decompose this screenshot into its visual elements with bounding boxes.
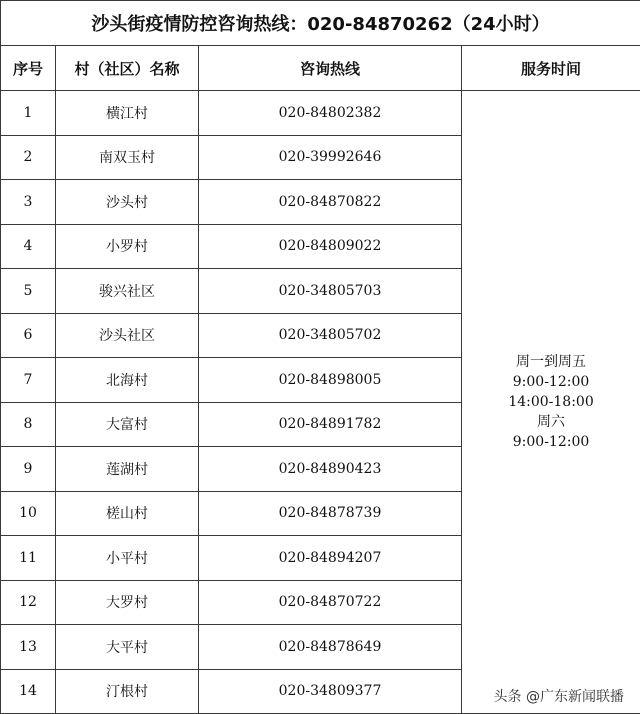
row-community-name: 小罗村 bbox=[56, 224, 199, 269]
row-index: 7 bbox=[1, 358, 56, 403]
row-community-name: 汀根村 bbox=[56, 669, 199, 714]
service-hours-line: 9:00-12:00 bbox=[512, 434, 590, 450]
row-phone: 020-84809022 bbox=[199, 224, 462, 269]
row-community-name: 大平村 bbox=[56, 625, 199, 670]
row-phone: 020-84891782 bbox=[199, 402, 462, 447]
row-phone: 020-34805702 bbox=[199, 313, 462, 358]
row-community-name: 横江村 bbox=[56, 91, 199, 136]
row-community-name: 北海村 bbox=[56, 358, 199, 403]
header-phone: 咨询热线 bbox=[199, 46, 462, 91]
service-hours-line: 周六 bbox=[537, 414, 566, 430]
table-title: 沙头街疫情防控咨询热线：020-84870262（24小时） bbox=[1, 1, 640, 46]
row-phone: 020-84898005 bbox=[199, 358, 462, 403]
service-hours-line: 9:00-12:00 bbox=[512, 374, 590, 390]
row-index: 14 bbox=[1, 669, 56, 714]
row-phone: 020-34809377 bbox=[199, 669, 462, 714]
header-index: 序号 bbox=[1, 46, 56, 91]
row-index: 5 bbox=[1, 269, 56, 314]
service-hours-line: 14:00-18:00 bbox=[508, 394, 594, 410]
header-hours: 服务时间 bbox=[462, 46, 640, 91]
watermark: 头条 @广东新闻联播 bbox=[493, 689, 624, 705]
header-name: 村（社区）名称 bbox=[56, 46, 199, 91]
row-index: 11 bbox=[1, 536, 56, 581]
row-community-name: 大富村 bbox=[56, 402, 199, 447]
row-index: 2 bbox=[1, 135, 56, 180]
row-community-name: 南双玉村 bbox=[56, 135, 199, 180]
row-index: 12 bbox=[1, 580, 56, 625]
row-community-name: 大罗村 bbox=[56, 580, 199, 625]
row-index: 10 bbox=[1, 491, 56, 536]
row-index: 3 bbox=[1, 180, 56, 225]
table-row bbox=[1, 91, 640, 136]
row-index: 8 bbox=[1, 402, 56, 447]
row-phone: 020-84894207 bbox=[199, 536, 462, 581]
service-hours-cell bbox=[462, 91, 640, 714]
row-phone: 020-84802382 bbox=[199, 91, 462, 136]
row-community-name: 莲湖村 bbox=[56, 447, 199, 492]
row-phone: 020-84870722 bbox=[199, 580, 462, 625]
row-index: 9 bbox=[1, 447, 56, 492]
row-index: 13 bbox=[1, 625, 56, 670]
row-index: 1 bbox=[1, 91, 56, 136]
row-community-name: 沙头社区 bbox=[56, 313, 199, 358]
row-index: 4 bbox=[1, 224, 56, 269]
row-community-name: 小平村 bbox=[56, 536, 199, 581]
row-index: 6 bbox=[1, 313, 56, 358]
service-hours-line: 周一到周五 bbox=[516, 354, 587, 370]
row-phone: 020-34805703 bbox=[199, 269, 462, 314]
row-community-name: 沙头村 bbox=[56, 180, 199, 225]
row-community-name: 槎山村 bbox=[56, 491, 199, 536]
row-phone: 020-84890423 bbox=[199, 447, 462, 492]
row-community-name: 骏兴社区 bbox=[56, 269, 199, 314]
row-phone: 020-84870822 bbox=[199, 180, 462, 225]
row-phone: 020-84878739 bbox=[199, 491, 462, 536]
row-phone: 020-39992646 bbox=[199, 135, 462, 180]
row-phone: 020-84878649 bbox=[199, 625, 462, 670]
